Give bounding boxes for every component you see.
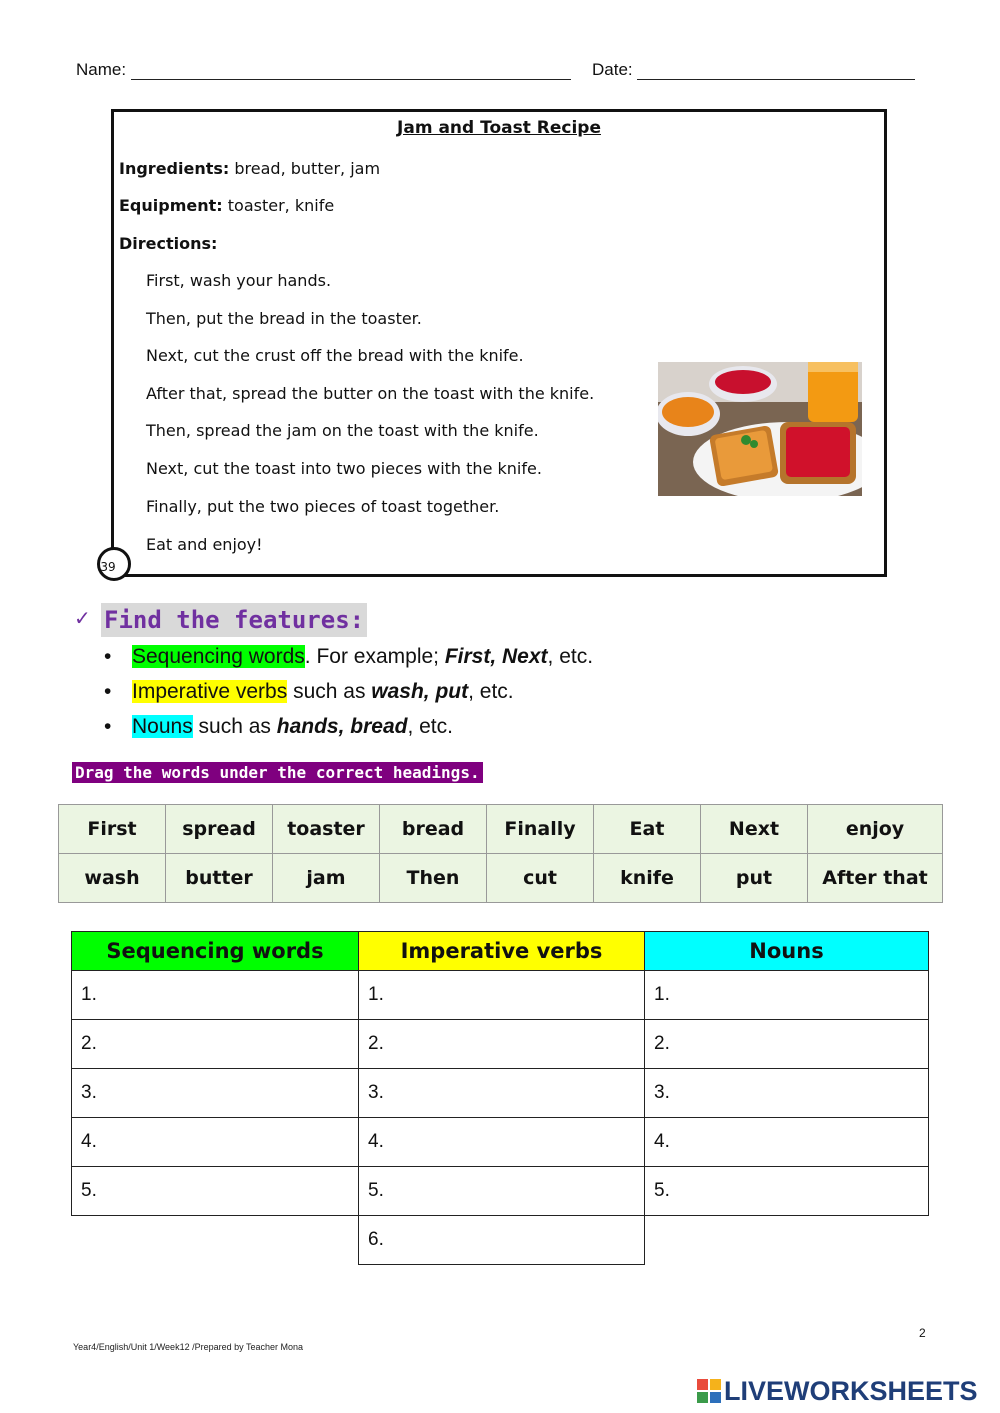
direction-step: Next, cut the crust off the bread with the knife. xyxy=(146,346,524,365)
drop-slot[interactable]: 3. xyxy=(72,1069,359,1118)
brand-text: LIVEWORKSHEETS xyxy=(724,1376,978,1406)
drop-slot[interactable]: 2. xyxy=(72,1020,359,1069)
direction-step: Then, put the bread in the toaster. xyxy=(146,309,422,328)
feature-item xyxy=(104,715,453,739)
draggable-word[interactable]: wash xyxy=(59,854,166,903)
bullet-icon: • xyxy=(104,645,112,668)
footer-credit: Year4/English/Unit 1/Week12 /Prepared by Teacher Mona xyxy=(73,1342,303,1352)
drop-slot[interactable]: 5. xyxy=(359,1167,645,1216)
feature-highlight: Sequencing words xyxy=(132,645,305,668)
recipe-box xyxy=(111,109,887,577)
name-field[interactable] xyxy=(131,63,571,80)
feature-highlight: Nouns xyxy=(132,715,193,738)
drop-slot[interactable]: 6. xyxy=(359,1216,645,1265)
draggable-word[interactable]: put xyxy=(701,854,808,903)
feature-item xyxy=(104,645,593,669)
date-field[interactable] xyxy=(637,63,915,80)
direction-step: Next, cut the toast into two pieces with the knife. xyxy=(146,459,542,478)
header-sequencing-words: Sequencing words xyxy=(72,932,359,971)
drop-slot[interactable]: 3. xyxy=(359,1069,645,1118)
feature-example: wash, put xyxy=(371,680,469,703)
directions-label: Directions: xyxy=(119,234,218,253)
direction-step: After that, spread the butter on the toast with the knife. xyxy=(146,384,595,403)
draggable-word[interactable]: jam xyxy=(273,854,380,903)
feature-text: , etc. xyxy=(407,715,453,738)
drop-slot[interactable]: 1. xyxy=(645,971,929,1020)
direction-step: Finally, put the two pieces of toast together. xyxy=(146,497,500,516)
feature-example: First, Next xyxy=(444,645,548,668)
direction-step: First, wash your hands. xyxy=(146,271,332,290)
draggable-word[interactable]: enjoy xyxy=(808,805,943,854)
draggable-word[interactable]: After that xyxy=(808,854,943,903)
drop-slot[interactable]: 4. xyxy=(645,1118,929,1167)
ingredients-line xyxy=(119,159,380,178)
draggable-word[interactable]: toaster xyxy=(273,805,380,854)
drop-slot[interactable]: 1. xyxy=(72,971,359,1020)
liveworksheets-icon xyxy=(697,1379,721,1403)
feature-highlight: Imperative verbs xyxy=(132,680,288,703)
direction-step: Eat and enjoy! xyxy=(146,535,263,554)
drop-slot[interactable]: 3. xyxy=(645,1069,929,1118)
draggable-word[interactable]: Next xyxy=(701,805,808,854)
empty-cell xyxy=(72,1216,359,1265)
feature-example: hands, bread xyxy=(276,715,408,738)
drop-slot[interactable]: 5. xyxy=(645,1167,929,1216)
bullet-icon: • xyxy=(104,680,112,703)
draggable-word[interactable]: First xyxy=(59,805,166,854)
name-label: Name: xyxy=(76,60,127,79)
draggable-word[interactable]: Eat xyxy=(594,805,701,854)
equipment-line xyxy=(119,196,334,215)
bullet-icon: • xyxy=(104,715,112,738)
drag-instruction: Drag the words under the correct headings. xyxy=(72,762,483,783)
answer-table xyxy=(71,931,929,1265)
equipment-value: toaster, knife xyxy=(227,196,335,215)
drop-slot[interactable]: 5. xyxy=(72,1167,359,1216)
name-label-row xyxy=(76,60,571,80)
drop-slot[interactable]: 4. xyxy=(359,1118,645,1167)
draggable-word[interactable]: knife xyxy=(594,854,701,903)
header-imperative-verbs: Imperative verbs xyxy=(359,932,645,971)
equipment-label: Equipment: xyxy=(119,196,223,215)
draggable-word[interactable]: cut xyxy=(487,854,594,903)
feature-text: such as xyxy=(287,680,372,703)
recipe-title: Jam and Toast Recipe xyxy=(397,118,601,138)
toast-photo xyxy=(658,362,862,496)
draggable-word[interactable]: butter xyxy=(166,854,273,903)
drop-slot[interactable]: 1. xyxy=(359,971,645,1020)
check-icon: ✓ xyxy=(74,606,91,630)
header-nouns: Nouns xyxy=(645,932,929,971)
feature-text: , etc. xyxy=(468,680,514,703)
feature-text: , etc. xyxy=(547,645,594,668)
draggable-word[interactable]: Then xyxy=(380,854,487,903)
draggable-word[interactable]: Finally xyxy=(487,805,594,854)
drop-slot[interactable]: 4. xyxy=(72,1118,359,1167)
feature-item xyxy=(104,680,514,704)
ingredients-label: Ingredients: xyxy=(119,159,230,178)
page-number: 2 xyxy=(919,1326,926,1340)
liveworksheets-logo xyxy=(697,1376,978,1407)
draggable-word[interactable]: spread xyxy=(166,805,273,854)
word-bank xyxy=(58,804,943,903)
draggable-word[interactable]: bread xyxy=(380,805,487,854)
feature-text: . For example; xyxy=(304,645,445,668)
date-label: Date: xyxy=(592,60,633,79)
features-title: Find the features: xyxy=(101,603,367,637)
feature-text: such as xyxy=(192,715,277,738)
drop-slot[interactable]: 2. xyxy=(645,1020,929,1069)
empty-cell xyxy=(645,1216,929,1265)
direction-step: Then, spread the jam on the toast with the knife. xyxy=(146,421,539,440)
drop-slot[interactable]: 2. xyxy=(359,1020,645,1069)
page-corner-number: 39 xyxy=(97,547,131,581)
date-label-row xyxy=(592,60,915,80)
ingredients-value: bread, butter, jam xyxy=(234,159,381,178)
